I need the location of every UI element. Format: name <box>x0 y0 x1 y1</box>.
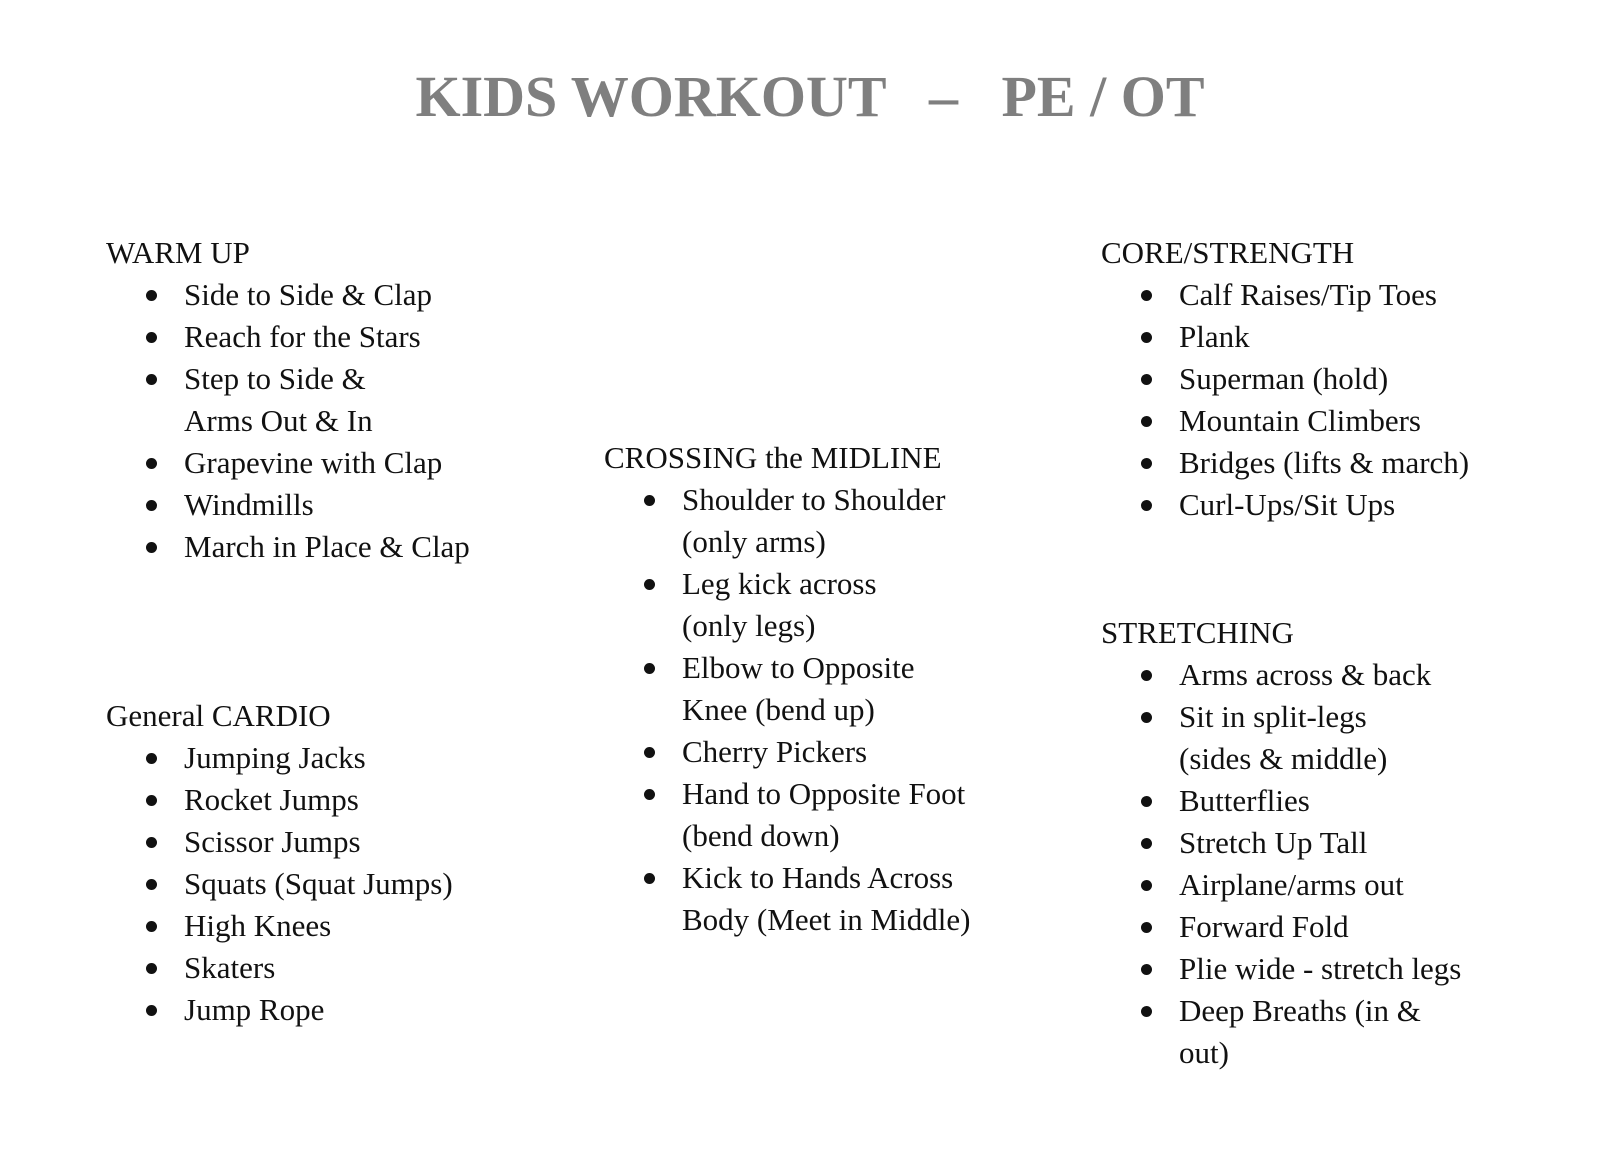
item-text: Skaters <box>184 950 276 985</box>
list-item <box>106 484 470 526</box>
list-item <box>1101 906 1461 948</box>
exercise-list <box>1101 654 1461 1074</box>
bullet-icon <box>1141 458 1152 469</box>
list-item <box>1101 822 1461 864</box>
section-general-cardio <box>106 695 453 1031</box>
bullet-icon <box>1141 500 1152 511</box>
item-text: Mountain Climbers <box>1179 403 1421 438</box>
exercise-list <box>604 479 970 941</box>
bullet-icon <box>644 747 655 758</box>
list-item <box>106 442 470 484</box>
section-heading: WARM UP <box>106 235 250 270</box>
section-heading: CROSSING the MIDLINE <box>604 440 942 475</box>
bullet-icon <box>1141 964 1152 975</box>
list-item <box>106 737 453 779</box>
list-item <box>1101 780 1461 822</box>
item-text: Step to Side & <box>184 361 366 396</box>
item-text: Cherry Pickers <box>682 734 868 769</box>
list-item <box>1101 358 1469 400</box>
list-item <box>1101 316 1469 358</box>
bullet-icon <box>146 290 157 301</box>
section-core-strength <box>1101 232 1469 526</box>
item-text: Elbow to Opposite <box>682 650 915 685</box>
bullet-icon <box>146 921 157 932</box>
bullet-icon <box>1141 922 1152 933</box>
bullet-icon <box>1141 416 1152 427</box>
exercise-list <box>106 274 470 568</box>
section-warm-up <box>106 232 470 568</box>
section-heading: STRETCHING <box>1101 615 1294 650</box>
list-item <box>106 989 453 1031</box>
item-text: Scissor Jumps <box>184 824 361 859</box>
bullet-icon <box>1141 1006 1152 1017</box>
item-text: Stretch Up Tall <box>1179 825 1368 860</box>
item-text: Leg kick across <box>682 566 877 601</box>
bullet-icon <box>146 500 157 511</box>
section-crossing-the-midline <box>604 437 970 941</box>
list-item <box>1101 696 1461 780</box>
item-text: Jump Rope <box>184 992 325 1027</box>
bullet-icon <box>146 458 157 469</box>
item-text: Hand to Opposite Foot <box>682 776 966 811</box>
section-stretching <box>1101 612 1461 1074</box>
list-item <box>604 479 970 563</box>
list-item <box>106 526 470 568</box>
list-item <box>1101 948 1461 990</box>
bullet-icon <box>1141 670 1152 681</box>
list-item <box>604 731 970 773</box>
item-text: Forward Fold <box>1179 909 1349 944</box>
list-item <box>106 316 470 358</box>
item-text: (sides & middle) <box>1179 741 1388 776</box>
bullet-icon <box>146 753 157 764</box>
item-text: Plank <box>1179 319 1250 354</box>
item-text: Shoulder to Shoulder <box>682 482 946 517</box>
list-item <box>604 773 970 857</box>
bullet-icon <box>644 873 655 884</box>
item-text: Calf Raises/Tip Toes <box>1179 277 1437 312</box>
item-text: High Knees <box>184 908 332 943</box>
item-text: Rocket Jumps <box>184 782 359 817</box>
list-item <box>1101 864 1461 906</box>
bullet-icon <box>644 579 655 590</box>
list-item <box>604 857 970 941</box>
item-text: Arms across & back <box>1179 657 1432 692</box>
list-item <box>106 274 470 316</box>
item-text: Sit in split-legs <box>1179 699 1367 734</box>
item-text: out) <box>1179 1035 1229 1070</box>
item-text: March in Place & Clap <box>184 529 470 564</box>
list-item <box>106 905 453 947</box>
item-text: Side to Side & Clap <box>184 277 432 312</box>
bullet-icon <box>644 495 655 506</box>
list-item <box>106 947 453 989</box>
bullet-icon <box>146 879 157 890</box>
item-text: Kick to Hands Across <box>682 860 954 895</box>
bullet-icon <box>1141 838 1152 849</box>
list-item <box>106 358 470 442</box>
item-text: (bend down) <box>682 818 840 853</box>
item-text: Windmills <box>184 487 314 522</box>
list-item <box>106 863 453 905</box>
list-item <box>1101 400 1469 442</box>
list-item <box>1101 654 1461 696</box>
list-item <box>106 821 453 863</box>
bullet-icon <box>644 663 655 674</box>
bullet-icon <box>146 332 157 343</box>
item-text: Arms Out & In <box>184 403 373 438</box>
item-text: Knee (bend up) <box>682 692 875 727</box>
item-text: Body (Meet in Middle) <box>682 902 971 937</box>
bullet-icon <box>146 795 157 806</box>
exercise-list <box>1101 274 1469 526</box>
bullet-icon <box>1141 290 1152 301</box>
item-text: Bridges (lifts & march) <box>1179 445 1470 480</box>
list-item <box>1101 990 1461 1074</box>
bullet-icon <box>1141 796 1152 807</box>
item-text: Airplane/arms out <box>1179 867 1404 902</box>
item-text: Squats (Squat Jumps) <box>184 866 453 901</box>
bullet-icon <box>1141 374 1152 385</box>
item-text: Butterflies <box>1179 783 1310 818</box>
item-text: Curl-Ups/Sit Ups <box>1179 487 1396 522</box>
exercise-list <box>106 737 453 1031</box>
item-text: Reach for the Stars <box>184 319 421 354</box>
section-heading: General CARDIO <box>106 698 331 733</box>
bullet-icon <box>146 837 157 848</box>
list-item <box>1101 442 1469 484</box>
list-item <box>604 647 970 731</box>
list-item <box>604 563 970 647</box>
bullet-icon <box>644 789 655 800</box>
list-item <box>106 779 453 821</box>
page-title: KIDS WORKOUT – PE / OT <box>415 64 1205 129</box>
item-text: Deep Breaths (in & <box>1179 993 1421 1028</box>
section-heading: CORE/STRENGTH <box>1101 235 1355 270</box>
bullet-icon <box>146 542 157 553</box>
item-text: Superman (hold) <box>1179 361 1389 396</box>
bullet-icon <box>146 963 157 974</box>
list-item <box>1101 484 1469 526</box>
bullet-icon <box>1141 712 1152 723</box>
item-text: Plie wide - stretch legs <box>1179 951 1462 986</box>
bullet-icon <box>146 1005 157 1016</box>
list-item <box>1101 274 1469 316</box>
item-text: (only arms) <box>682 524 826 559</box>
bullet-icon <box>1141 880 1152 891</box>
item-text: Grapevine with Clap <box>184 445 443 480</box>
bullet-icon <box>146 374 157 385</box>
bullet-icon <box>1141 332 1152 343</box>
item-text: (only legs) <box>682 608 816 643</box>
item-text: Jumping Jacks <box>184 740 366 775</box>
